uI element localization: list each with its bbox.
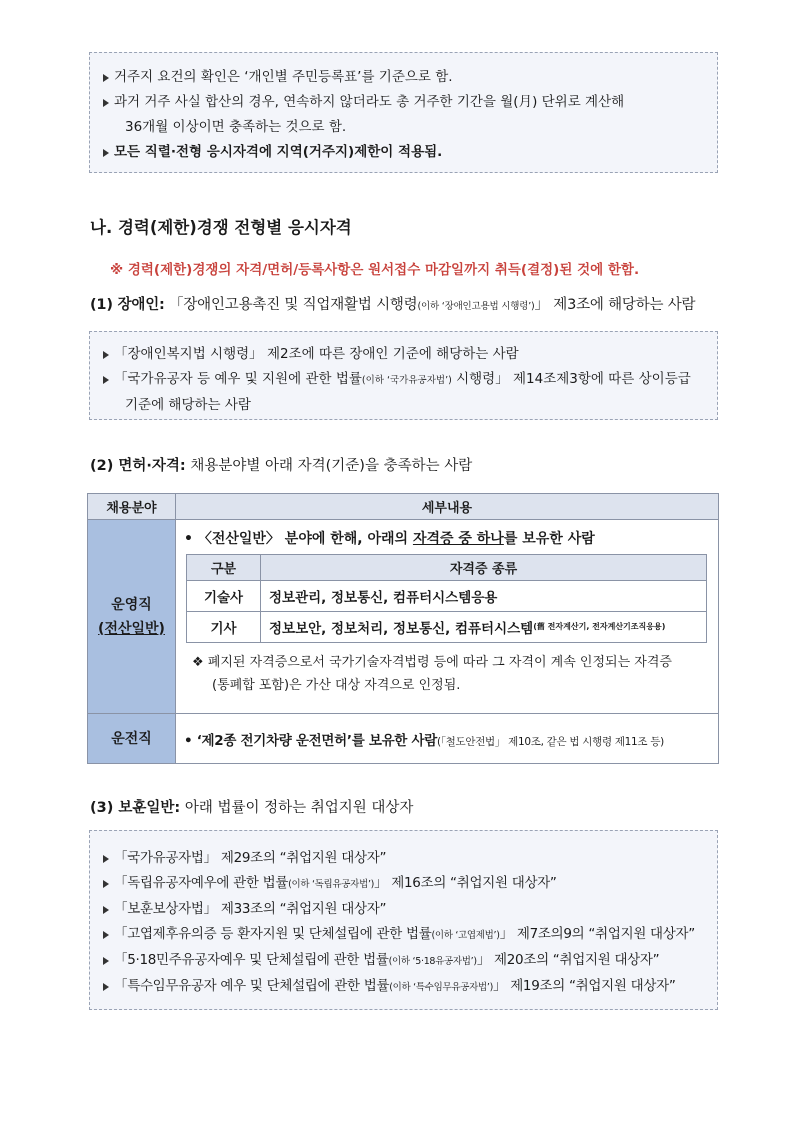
sub-heading-disabled: (1) 장애인: 「장애인고용촉진 및 직업재활법 시행령(이하 ‘장애인고용법 시행령’)」 제3조에 해당하는 사람 xyxy=(90,297,696,313)
list-item: 「보훈보상자법」 제33조의 “취업지원 대상자” xyxy=(102,897,707,922)
table-row: 기술사 정보관리, 정보통신, 컴퓨터시스템응용 xyxy=(187,581,707,612)
inner-header: 구분 xyxy=(187,555,261,581)
residence-notes-box xyxy=(89,52,718,173)
list-item: 「국가유공자법」 제29조의 “취업지원 대상자” xyxy=(102,846,707,871)
detail-cell xyxy=(176,520,719,714)
sub-heading-license: (2) 면허·자격: 채용분야별 아래 자격(기준)을 충족하는 사람 xyxy=(90,458,473,474)
sub-heading-veterans: (3) 보훈일반: 아래 법률이 정하는 취업지원 대상자 xyxy=(90,800,414,816)
detail-cell: • ‘제2종 전기차량 운전면허’를 보유한 사람(「철도안전법」 제10조, 같은 법 시행령 제11조 등) xyxy=(176,714,719,764)
table-header: 채용분야 xyxy=(88,494,176,520)
list-item: 거주지 요건의 확인은 ‘개인별 주민등록표’를 기준으로 함. xyxy=(102,65,707,90)
field-cell: 운전직 xyxy=(88,714,176,764)
detail-intro: • 〈전산일반〉 분야에 한해, 아래의 자격증 중 하나를 보유한 사람 xyxy=(184,531,595,547)
section-note: ※ 경력(제한)경쟁의 자격/면허/등록사항은 원서접수 마감일까지 취득(결정)된 것에 한함. xyxy=(110,262,640,278)
detail-note: ❖ 폐지된 자격증으로서 국가기술자격법령 등에 따라 그 자격이 계속 인정되는 자격증 (통폐합 포함)은 가산 대상 자격으로 인정됨. xyxy=(192,655,672,693)
list-item: 「장애인복지법 시행령」 제2조에 따른 장애인 기준에 해당하는 사람 xyxy=(102,342,707,367)
list-item: 「고엽제후유의증 등 환자지원 및 단체설립에 관한 법률(이하 ‘고엽제법’)」 제7조의9의 “취업지원 대상자” xyxy=(102,922,707,948)
section-title: 나. 경력(제한)경쟁 전형별 응시자격 xyxy=(90,218,352,237)
certificate-table xyxy=(186,554,707,643)
field-cell: 운영직 (전산일반) xyxy=(88,520,176,714)
veterans-criteria-box xyxy=(89,830,718,1010)
list-item: 과거 거주 사실 합산의 경우, 연속하지 않더라도 총 거주한 기간을 월(月) 단위로 계산해 36개월 이상이면 충족하는 것으로 함. xyxy=(102,90,707,140)
disabled-criteria-box xyxy=(89,331,718,420)
list-item: 모든 직렬·전형 응시자격에 지역(거주지)제한이 적용됨. xyxy=(102,140,707,165)
license-table xyxy=(87,493,719,764)
list-item: 「독립유공자예우에 관한 법률(이하 ‘독립유공자법’)」 제16조의 “취업지원 대상자” xyxy=(102,871,707,897)
inner-header: 자격증 종류 xyxy=(261,555,707,581)
table-row: 기사 정보보안, 정보처리, 정보통신, 컴퓨터시스템$^{(舊 전자계산기, 전자계산기조직응용)}$ xyxy=(187,612,707,643)
table-header: 세부내용 xyxy=(176,494,719,520)
list-item: 「국가유공자 등 예우 및 지원에 관한 법률(이하 ‘국가유공자법’) 시행령」 제14조제3항에 따른 상이등급 기준에 해당하는 사람 xyxy=(102,367,707,418)
list-item: 「5·18민주유공자예우 및 단체설립에 관한 법률(이하 ‘5·18유공자법’)」 제20조의 “취업지원 대상자” xyxy=(102,948,707,974)
list-item: 「특수임무유공자 예우 및 단체설립에 관한 법률(이하 ‘특수임무유공자법’)」 제19조의 “취업지원 대상자” xyxy=(102,974,707,1000)
